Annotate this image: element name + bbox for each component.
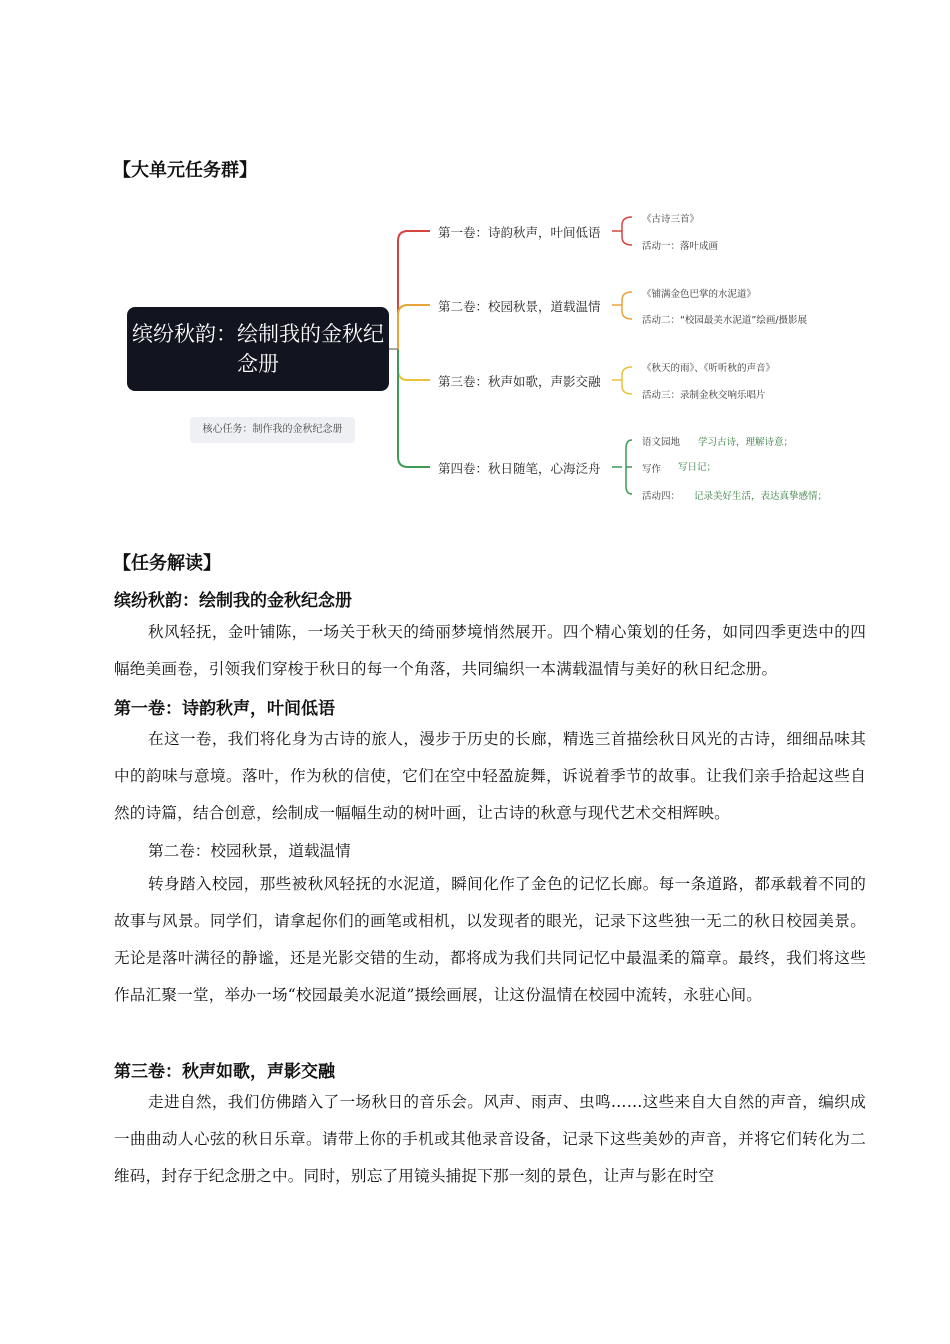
branch-1-label: 第一卷：诗韵秋声，叶间低语 <box>438 225 601 240</box>
branch-2-label: 第二卷：校园秋景，道载温情 <box>438 299 601 314</box>
leaf-1-1: 《古诗三首》 <box>642 214 700 225</box>
connector-branch-2 <box>398 305 430 349</box>
paragraph-volume-2: 转身踏入校园，那些被秋风轻抚的水泥道，瞬间化作了金色的记忆长廊。每一条道路，都承载着不同的故事与风景。同学们，请拿起你们的画笔或相机，以发现者的眼光，记录下这些独一无二的秋日校园美景。无论是落叶满径的静谧，还是光影交错的生动，都将成为我们共同记忆中最温柔的篇章。最终，我们将这些作品汇聚一堂，举办一场“校园最美水泥道”摄绘画展，让这份温情在校园中流转，永驻心间。 <box>114 875 866 1004</box>
branch-4-label: 第四卷：秋日随笔，心海泛舟 <box>438 461 601 476</box>
mind-map-root: 缤纷秋韵：绘制我的金秋纪念册 <box>127 307 389 391</box>
connector-branch-4 <box>398 349 430 467</box>
mind-map-core-task: 核心任务：制作我的金秋纪念册 <box>190 417 355 443</box>
paragraph-intro: 秋风轻抚，金叶铺陈，一场关于秋天的绮丽梦境悄然展开。四个精心策划的任务，如同四季更迭中的四幅绝美画卷，引领我们穿梭于秋日的每一个角落，共同编织一本满载温情与美好的秋日纪念册。 <box>114 623 866 678</box>
section-heading-task-group: 【大单元任务群】 <box>113 160 257 181</box>
branch-3-label: 第三卷：秋声如歌，声影交融 <box>438 374 601 389</box>
leaf-3-1: 《秋天的雨》、《听听秋的声音》 <box>642 363 776 374</box>
connector-branch-1 <box>398 231 430 349</box>
leaf-4-1-text: 学习古诗，理解诗意； <box>698 437 794 448</box>
leaf-4-2-name: 写作 <box>642 464 662 475</box>
leaf-bracket-3 <box>612 367 632 394</box>
mind-map <box>120 205 840 525</box>
connector-branch-3 <box>398 349 430 380</box>
leaf-4-2-text: 写日记； <box>678 462 717 473</box>
leaf-bracket-2 <box>612 292 632 319</box>
leaf-3-2: 活动三：录制金秋交响乐唱片 <box>642 390 766 401</box>
title-volume-2: 第二卷：校园秋景，道载温情 <box>148 842 351 860</box>
leaf-4-3-name: 活动四： <box>642 491 681 502</box>
leaf-2-2: 活动二：“校园最美水泥道”绘画/摄影展 <box>642 315 808 326</box>
paragraph-volume-3: 走进自然，我们仿佛踏入了一场秋日的音乐会。风声、雨声、虫鸣……这些来自大自然的声音，编织成一曲曲动人心弦的秋日乐章。请带上你的手机或其他录音设备，记录下这些美妙的声音，并将它们转化为二维码，封存于纪念册之中。同时，别忘了用镜头捕捉下那一刻的景色，让声与影在时空 <box>114 1093 866 1185</box>
leaf-4-3-text: 记录美好生活，表达真挚感情； <box>694 491 828 502</box>
leaf-2-1: 《铺满金色巴掌的水泥道》 <box>642 289 757 300</box>
leaf-1-2: 活动一：落叶成画 <box>642 241 719 252</box>
title-volume-3: 第三卷：秋声如歌，声影交融 <box>114 1062 335 1082</box>
section-heading-task-interpretation: 【任务解读】 <box>113 553 221 574</box>
leaf-bracket-1 <box>612 217 632 245</box>
leaf-bracket-4 <box>612 440 632 494</box>
title-main: 缤纷秋韵：绘制我的金秋纪念册 <box>114 591 352 611</box>
leaf-4-1-name: 语文园地 <box>642 437 681 448</box>
title-volume-1: 第一卷：诗韵秋声，叶间低语 <box>114 699 335 719</box>
paragraph-volume-1: 在这一卷，我们将化身为古诗的旅人，漫步于历史的长廊，精选三首描绘秋日风光的古诗，细细品味其中的韵味与意境。落叶，作为秋的信使，它们在空中轻盈旋舞，诉说着季节的故事。让我们亲手拾起这些自然的诗篇，结合创意，绘制成一幅幅生动的树叶画，让古诗的秋意与现代艺术交相辉映。 <box>114 730 866 822</box>
